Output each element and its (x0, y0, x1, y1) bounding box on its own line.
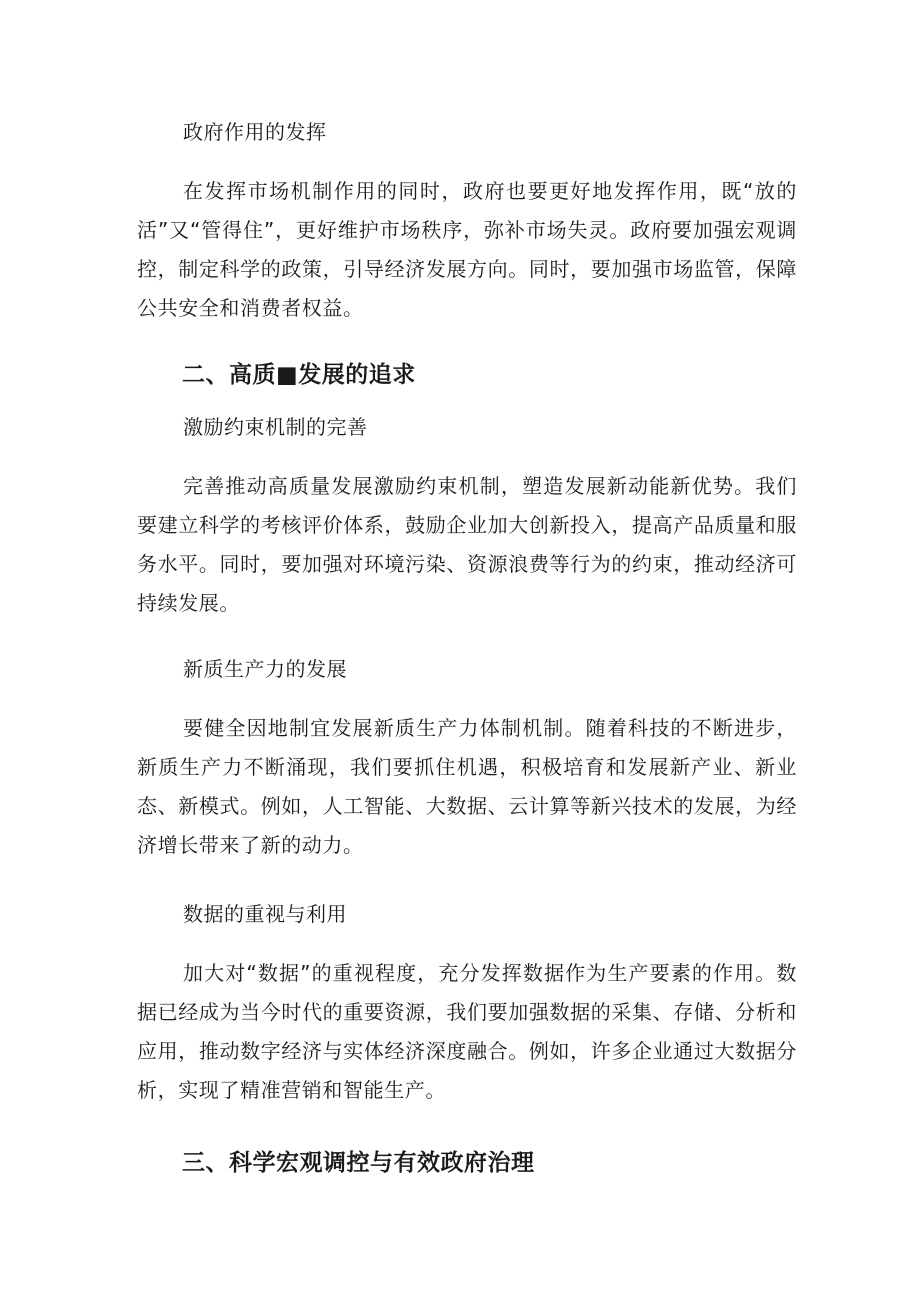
subtitle-new-productivity: 新质生产力的发展 (183, 657, 347, 681)
paragraph-incentive-mechanism: 完善推动高质量发展激励约束机制，塑造发展新动能新优势。我们要建立科学的考核评价体系，鼓励企业加大创新投入，提高产品质量和服务水平。同时，要加强对环境污染、资源浪费等行为的约束，推动经济可持续发展。 (137, 474, 797, 615)
paragraph-new-productivity: 要健全因地制宜发展新质生产力体制机制。随着科技的不断进步，新质生产力不断涌现，我们要抓住机遇，积极培育和发展新产业、新业态、新模式。例如，人工智能、大数据、云计算等新兴技术的发展，为经济增长带来了新的动力。 (137, 716, 797, 857)
subtitle-data-utilization: 数据的重视与利用 (183, 902, 347, 926)
paragraph-data-utilization: 加大对“数据”的重视程度，充分发挥数据作为生产要素的作用。数据已经成为当今时代的重要资源，我们要加强数据的采集、存储、分析和应用，推动数字经济与实体经济深度融合。例如，许多企业通过大数据分析，实现了精准营销和智能生产。 (137, 961, 797, 1102)
subtitle-government-role: 政府作用的发挥 (183, 120, 327, 144)
section-heading-high-quality-development: 二、高质■发展的追求 (182, 362, 416, 388)
section-heading-macro-control: 三、科学宏观调控与有效政府治理 (182, 1150, 535, 1176)
subtitle-incentive-mechanism: 激励约束机制的完善 (183, 415, 368, 439)
paragraph-government-role: 在发挥市场机制作用的同时，政府也要更好地发挥作用，既“放的活”又“管得住”，更好维护市场秩序，弥补市场失灵。政府要加强宏观调控，制定科学的政策，引导经济发展方向。同时，要加强市场监管，保障公共安全和消费者权益。 (137, 179, 797, 320)
